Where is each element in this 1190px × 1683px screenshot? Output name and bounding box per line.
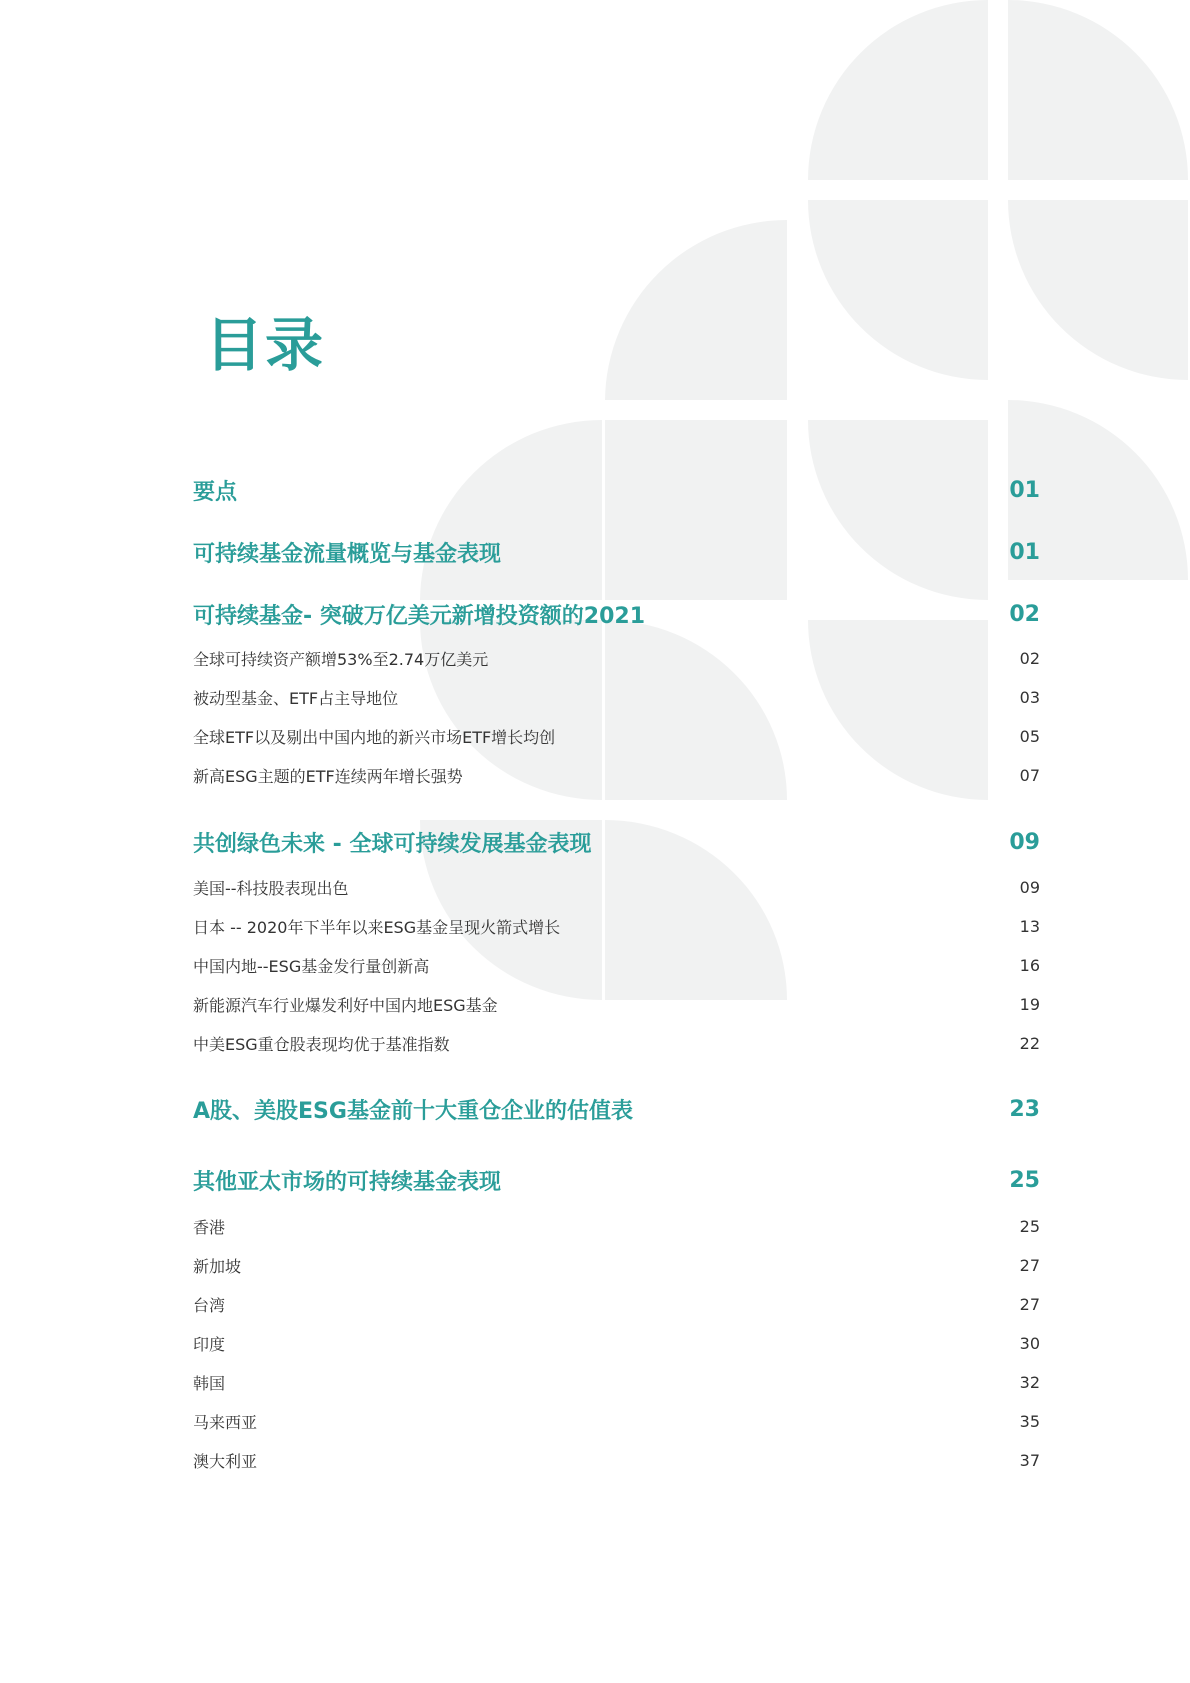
toc-entry-page: 25 <box>1019 1217 1040 1236</box>
toc-entry-page: 07 <box>1019 766 1040 785</box>
toc-entry[interactable] <box>193 647 1040 670</box>
toc-entry-title: 中国内地--ESG基金发行量创新高 <box>193 957 430 976</box>
toc-entry-page: 05 <box>1019 727 1040 746</box>
toc-entry[interactable] <box>193 954 1040 977</box>
toc-entry-page: 02 <box>1019 649 1040 668</box>
toc-entry[interactable] <box>193 915 1040 938</box>
toc-entry-page: 25 <box>1009 1168 1040 1193</box>
toc-entry[interactable] <box>193 1094 1040 1125</box>
toc-entry[interactable] <box>193 1332 1040 1355</box>
toc-entry-page: 16 <box>1019 956 1040 975</box>
toc-entry-title: 共创绿色未来 - 全球可持续发展基金表现 <box>193 832 592 857</box>
toc-entry-page: 09 <box>1019 878 1040 897</box>
toc-entry[interactable] <box>193 876 1040 899</box>
toc-entry-page: 02 <box>1009 602 1040 627</box>
toc-entry-title: A股、美股ESG基金前十大重仓企业的估值表 <box>193 1099 633 1124</box>
toc-entry-title: 澳大利亚 <box>193 1452 258 1471</box>
toc-entry-title: 台湾 <box>193 1296 226 1315</box>
toc-entry-page: 01 <box>1009 540 1040 565</box>
toc-entry[interactable] <box>193 764 1040 787</box>
toc-entry-title: 美国--科技股表现出色 <box>193 879 349 898</box>
toc-entry-page: 23 <box>1009 1097 1040 1122</box>
toc-entry-title: 新高ESG主题的ETF连续两年增长强势 <box>193 767 463 786</box>
toc-entry-title: 全球可持续资产额增53%至2.74万亿美元 <box>193 650 489 669</box>
toc-entry[interactable] <box>193 1293 1040 1316</box>
toc-entry-title: 可持续基金- 突破万亿美元新增投资额的2021 <box>193 604 646 629</box>
toc-entry-title: 新加坡 <box>193 1257 242 1276</box>
toc-entry-title: 可持续基金流量概览与基金表现 <box>193 542 502 567</box>
toc-entry-page: 32 <box>1019 1373 1040 1392</box>
toc-entry-page: 35 <box>1019 1412 1040 1431</box>
toc-entry[interactable] <box>193 1449 1040 1472</box>
toc-entry-title: 香港 <box>193 1218 226 1237</box>
toc-entry-page: 03 <box>1019 688 1040 707</box>
toc-entry[interactable] <box>193 725 1040 748</box>
toc-entry[interactable] <box>193 1254 1040 1277</box>
toc-entry-title: 要点 <box>193 480 238 505</box>
toc-entry-page: 19 <box>1019 995 1040 1014</box>
toc-entry[interactable] <box>193 1165 1040 1196</box>
toc-entry[interactable] <box>193 827 1040 858</box>
toc-entry-title: 全球ETF以及剔出中国内地的新兴市场ETF增长均创 <box>193 728 556 747</box>
toc-entry[interactable] <box>193 1032 1040 1055</box>
toc-entry[interactable] <box>193 1410 1040 1433</box>
toc-entry-page: 22 <box>1019 1034 1040 1053</box>
page-title: 目录 <box>205 311 326 379</box>
toc-entry[interactable] <box>193 475 1040 506</box>
toc-entry-page: 27 <box>1019 1295 1040 1314</box>
toc-entry[interactable] <box>193 686 1040 709</box>
toc-entry-page: 27 <box>1019 1256 1040 1275</box>
toc-entry-title: 中美ESG重仓股表现均优于基准指数 <box>193 1035 450 1054</box>
toc-entry-title: 其他亚太市场的可持续基金表现 <box>193 1170 502 1195</box>
toc-entry-page: 09 <box>1009 830 1040 855</box>
toc-entry-title: 马来西亚 <box>193 1413 258 1432</box>
toc-entry-page: 37 <box>1019 1451 1040 1470</box>
toc-entry-title: 韩国 <box>193 1374 226 1393</box>
toc-entry-title: 被动型基金、ETF占主导地位 <box>193 689 399 708</box>
toc-entry-page: 30 <box>1019 1334 1040 1353</box>
toc-entry-title: 印度 <box>193 1335 226 1354</box>
toc-entry[interactable] <box>193 993 1040 1016</box>
toc-entry-page: 13 <box>1019 917 1040 936</box>
toc-entry[interactable] <box>193 537 1040 568</box>
toc-entry-page: 01 <box>1009 478 1040 503</box>
toc-entry[interactable] <box>193 599 1040 630</box>
toc-entry[interactable] <box>193 1371 1040 1394</box>
toc-entry-title: 新能源汽车行业爆发利好中国内地ESG基金 <box>193 996 498 1015</box>
toc-entry[interactable] <box>193 1215 1040 1238</box>
toc-entry-title: 日本 -- 2020年下半年以来ESG基金呈现火箭式增长 <box>193 918 561 937</box>
